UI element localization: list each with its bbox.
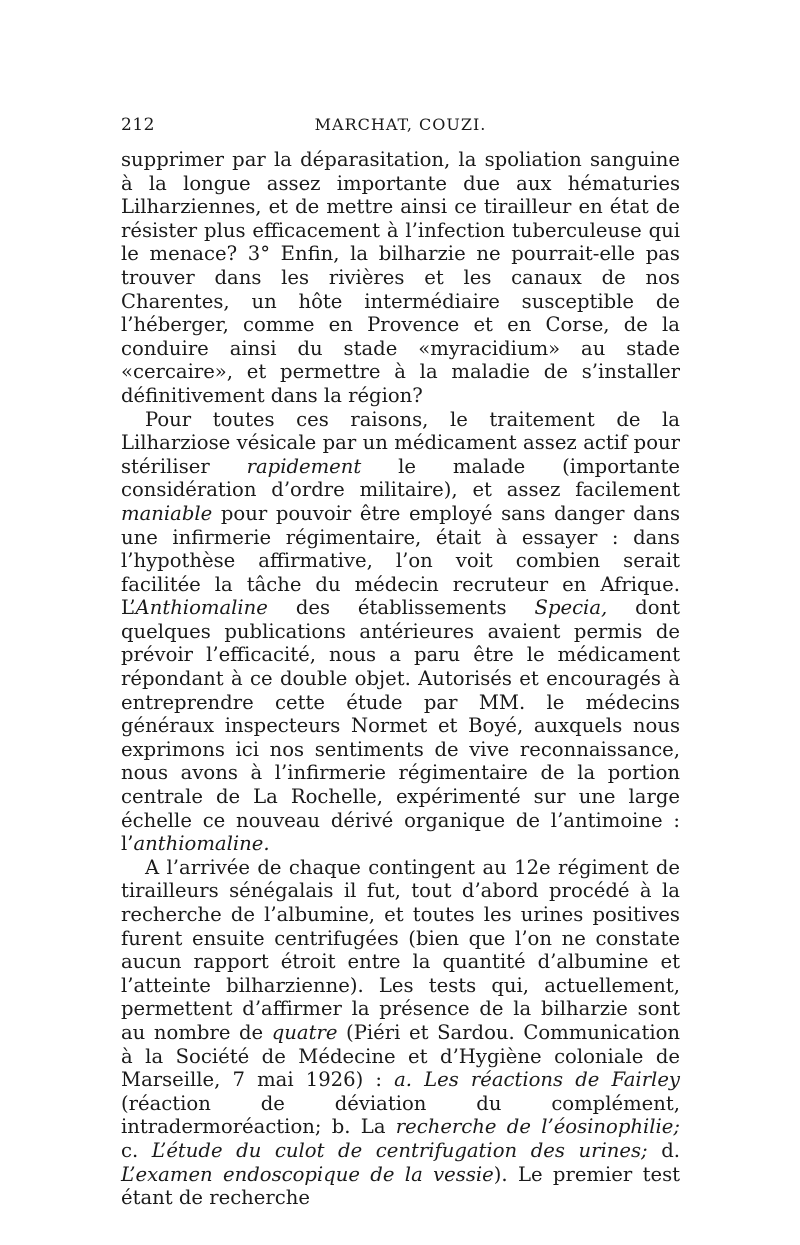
italic-text-segment: a. Les réactions de Fairley [394,1068,680,1092]
text-segment: Pour toutes ces raisons, le traitement de la Lilharziose vésicale par un médicament assez actif pour stériliser [121,407,680,478]
text-segment: ). Le premier test étant de recherche [121,1162,680,1210]
text-segment: (Piéri et Sardou. Communication à la Société de Médecine et d’Hygiène coloniale de Marseille, 7 mai 1926) : [121,1020,680,1092]
italic-text-segment: L’étude du culot de centrifugation des urines; [151,1138,648,1162]
italic-text-segment: Specia, [534,596,608,620]
italic-text-segment: L’examen endoscopique de la vessie [121,1162,494,1186]
text-segment: A l’arrivée de chaque contingent au 12e régiment de tirailleurs sénégalais il fut, tout d’abord procédé à la recherche de l’albumine, et toutes les urines positives furent ensuite centrifugées (bien que l’on ne constate aucun rapport étroit entre la quantité d’albumine et l’atteinte bilharzienne). Les tests qui, actuellement, permettent d’affirmer la présence de la bilharzie sont au nombre de [121,855,680,1044]
text-segment: des établissements [267,596,535,620]
text-segment: pour pouvoir être employé sans danger dans une infirmerie régimentaire, était à essayer : dans l’hypothèse affirmative, l’on voit combien serait facilitée la tâche du médecin recruteur en Afrique. L’ [121,501,680,620]
running-title: MARCHAT, COUZI. [314,115,487,134]
italic-text-segment: anthiomaline. [133,832,270,856]
paragraph-1 [121,148,680,408]
body-text [121,148,680,1210]
text-segment: d. [647,1138,680,1162]
text-segment: c. [121,1138,152,1162]
text-segment: dont quelques publications antérieures avaient permis de prévoir l’efficacité, nous a paru être le médicament répondant à ce double objet. Autorisés et encouragés à entreprendre cette étude par MM. le médecins généraux inspecteurs Normet et Boyé, auxquels nous exprimons ici nos sentiments de vive reconnaissance, nous avons à l’infirmerie régimentaire de la portion centrale de La Rochelle, expérimenté sur une large échelle ce nouveau dérivé organique de l’antimoine : l’ [121,596,680,856]
page-number: 212 [121,115,155,135]
page-header [121,115,680,143]
text-segment: supprimer par la déparasitation, la spoliation sanguine à la longue assez importante due aux hématuries Lilharziennes, et de mettre ainsi ce tirailleur en état de résister plus efficacement à l’infection tuberculeuse qui le menace? 3° Enfin, la bilharzie ne pourrait-elle pas trouver dans les rivières et les canaux de nos Charentes, un hôte intermédiaire susceptible de l’héberger, comme en Provence et en Corse, de la conduire ainsi du stade «myracidium» au stade «cercaire», et permettre à la maladie de s’installer définitivement dans la région? [121,148,680,407]
italic-text-segment: recherche de l’éosinophilie; [395,1115,680,1139]
paragraph-2 [121,408,680,856]
paragraph-3 [121,856,680,1210]
italic-text-segment: rapidement [246,454,362,478]
text-segment: (réaction de déviation du complément, intradermoréaction; b. La [121,1091,680,1139]
italic-text-segment: Anthiomaline [135,596,268,620]
italic-text-segment: maniable [121,501,213,525]
italic-text-segment: quatre [271,1020,338,1044]
text-segment: le malade (importante considération d’ordre militaire), et assez facilement [121,454,680,502]
